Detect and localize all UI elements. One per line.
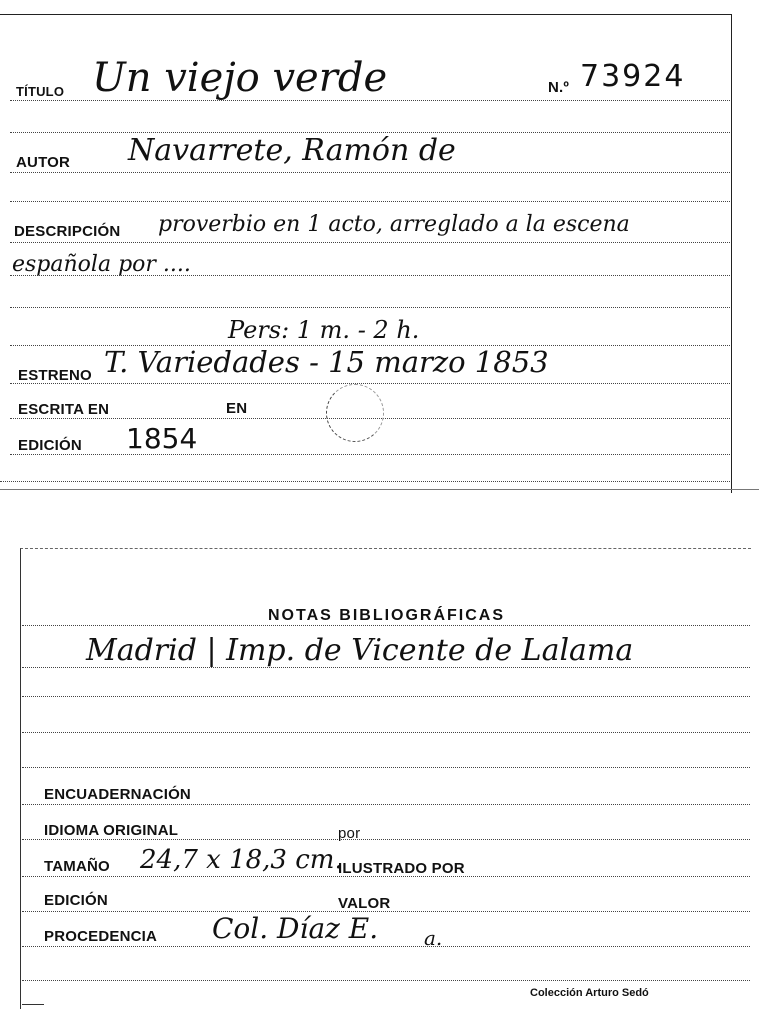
numero-label: N.º <box>548 79 570 96</box>
por-label: por <box>338 825 361 842</box>
rule-line <box>10 242 730 243</box>
tamano-label: TAMAÑO <box>44 858 110 875</box>
rule-line <box>0 481 730 482</box>
rule-line <box>22 980 750 981</box>
procedencia-extra: a. <box>424 926 443 950</box>
rule-line <box>10 172 730 173</box>
encuadernacion-label: ENCUADERNACIÓN <box>44 786 191 803</box>
personajes-note: Pers: 1 m. - 2 h. <box>228 316 420 344</box>
edicion-label: EDICIÓN <box>18 437 82 454</box>
descripcion-value-continued: española por .... <box>12 252 191 277</box>
procedencia-value: Col. Díaz E. <box>212 912 379 945</box>
rule-line <box>10 454 730 455</box>
rule-line <box>22 839 750 840</box>
autor-value: Navarrete, Ramón de <box>128 133 456 168</box>
escrita-label: ESCRITA EN <box>18 401 110 418</box>
tamano-value: 24,7 x 18,3 cm. <box>140 845 343 875</box>
rule-line <box>22 696 750 697</box>
rule-line <box>10 307 730 308</box>
edicion-value: 1854 <box>126 422 198 455</box>
notas-heading: NOTAS BIBLIOGRÁFICAS <box>268 607 506 624</box>
collection-footer: Colección Arturo Sedó <box>530 987 649 999</box>
valor-label: VALOR <box>338 895 391 912</box>
notas-value: Madrid | Imp. de Vicente de Lalama <box>86 633 634 668</box>
idioma-label: IDIOMA ORIGINAL <box>44 822 179 839</box>
rule-line <box>22 625 750 626</box>
titulo-label: TÍTULO <box>16 84 65 99</box>
descripcion-label: DESCRIPCIÓN <box>14 223 121 240</box>
rule-line <box>22 767 750 768</box>
en-label: EN <box>226 400 248 417</box>
stamp-mark <box>326 384 384 442</box>
estreno-label: ESTRENO <box>18 367 92 384</box>
autor-label: AUTOR <box>16 154 71 171</box>
rule-line <box>22 732 750 733</box>
titulo-value: Un viejo verde <box>92 55 388 101</box>
estreno-value: T. Variedades - 15 marzo 1853 <box>104 345 549 379</box>
procedencia-label: PROCEDENCIA <box>44 928 158 945</box>
rule-line <box>10 383 730 384</box>
ilustrado-label: ILUSTRADO POR <box>338 860 465 877</box>
rule-line <box>22 946 750 947</box>
rule-line <box>22 1004 44 1005</box>
numero-value: 73924 <box>580 59 686 94</box>
descripcion-value: proverbio en 1 acto, arreglado a la escena <box>158 212 630 237</box>
card-divider <box>0 489 759 490</box>
rule-line <box>22 804 750 805</box>
edicion2-label: EDICIÓN <box>44 892 108 909</box>
rule-line <box>10 201 730 202</box>
